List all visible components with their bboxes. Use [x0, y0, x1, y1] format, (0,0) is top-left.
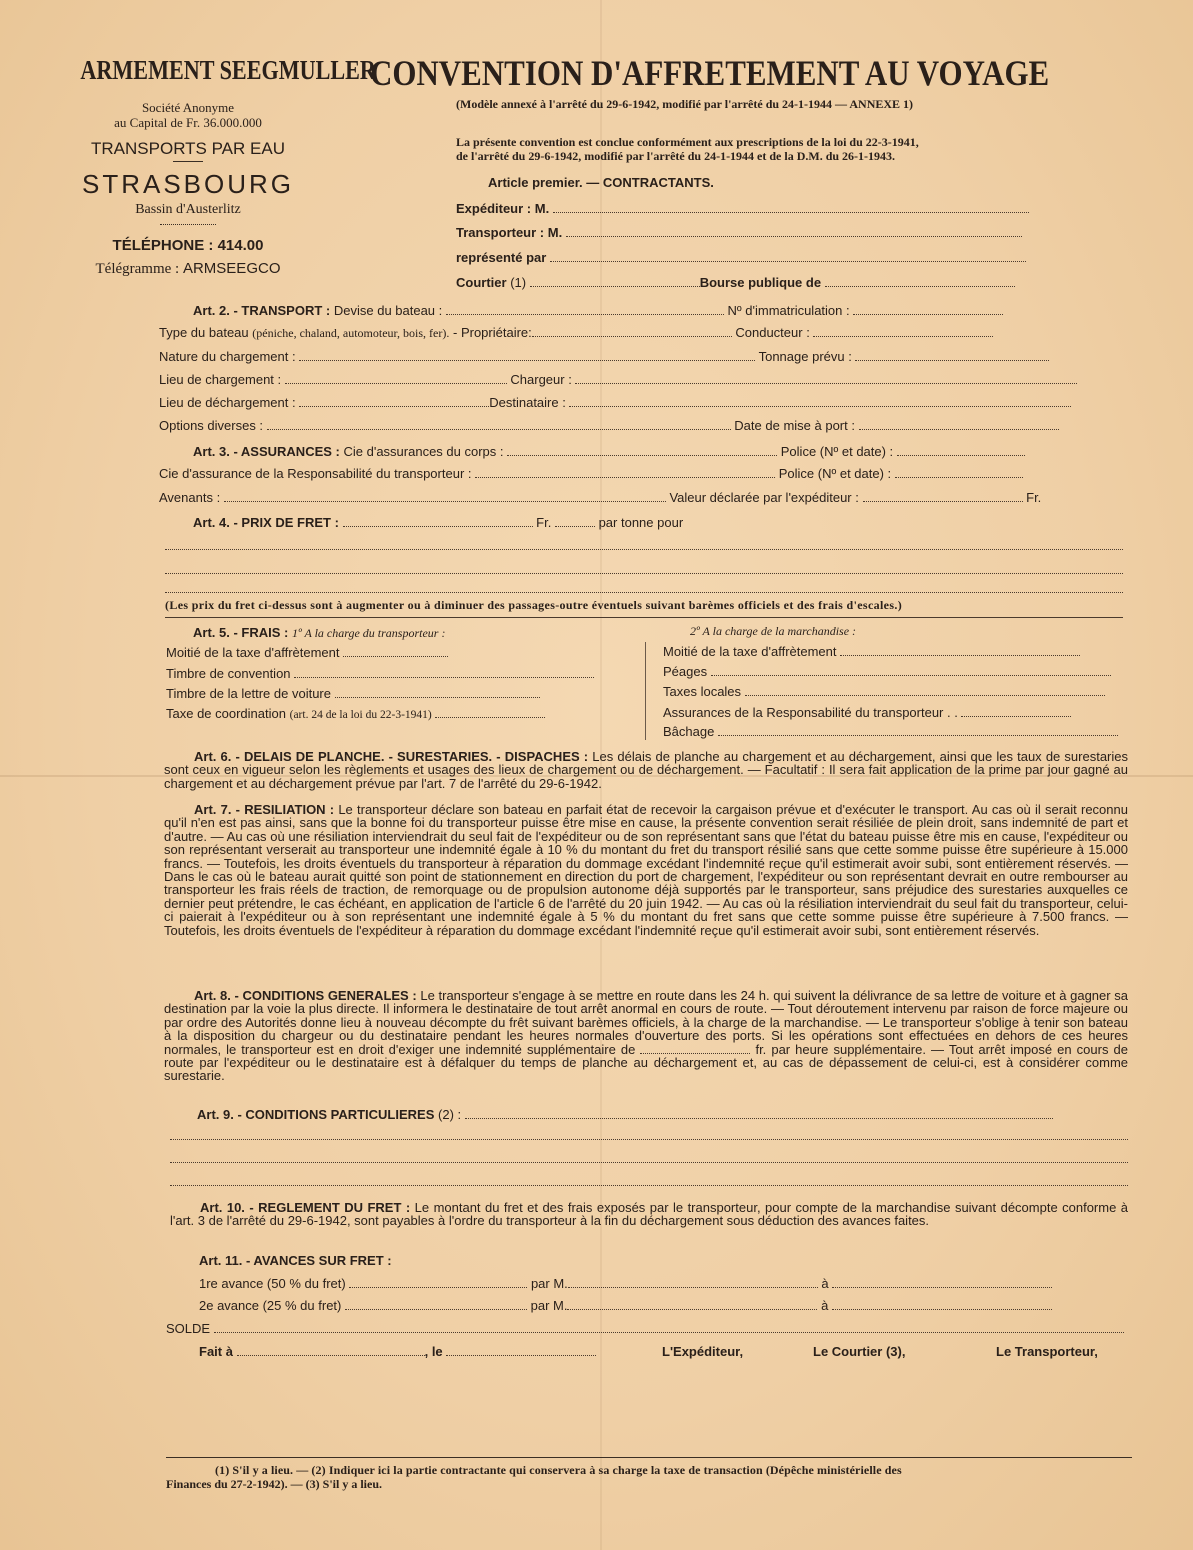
- divider: [173, 161, 203, 162]
- art10-title: Art. 10. - REGLEMENT DU FRET :: [200, 1200, 411, 1215]
- chargeur-label: Chargeur :: [510, 372, 572, 387]
- avance1-amount-field[interactable]: [349, 1286, 527, 1288]
- avance1-par-field[interactable]: [568, 1286, 818, 1288]
- courtier-label: Courtier: [456, 275, 507, 290]
- avance2-par-field[interactable]: [567, 1308, 817, 1310]
- avance2-label: 2e avance (25 % du fret): [199, 1298, 342, 1313]
- frais-left-item: Taxe de coordination: [166, 706, 286, 721]
- art11-title: Art. 11. - AVANCES SUR FRET :: [199, 1253, 392, 1268]
- date-port-label: Date de mise à port :: [734, 418, 855, 433]
- frais-column-divider: [645, 642, 646, 740]
- frais-left-item: Moitié de la taxe d'affrètement: [166, 645, 340, 660]
- art8-title: Art. 8. - CONDITIONS GENERALES :: [194, 988, 417, 1003]
- lieu-chargement-field[interactable]: [285, 382, 507, 384]
- bourse-field[interactable]: [825, 285, 1015, 287]
- frais-right-heading: 2º A la charge de la marchandise :: [690, 624, 857, 638]
- prix-tonne-field[interactable]: [555, 525, 595, 527]
- lieu-dechargement-field[interactable]: [299, 405, 489, 407]
- destinataire-label: Destinataire :: [489, 395, 566, 410]
- art9-note: (2) :: [438, 1107, 462, 1122]
- intro-line-1: La présente convention est conclue conformément aux prescriptions de la loi du 22-3-1941,: [456, 135, 919, 149]
- police2-field[interactable]: [895, 476, 1023, 478]
- valeur-label: Valeur déclarée par l'expéditeur :: [669, 490, 859, 505]
- art7-title: Art. 7. - RESILIATION :: [194, 802, 335, 817]
- frais-right-field[interactable]: [711, 674, 1111, 676]
- divider: [165, 617, 1123, 618]
- prix-line-1[interactable]: [165, 549, 1123, 550]
- proprietaire-label: - Propriétaire:: [453, 325, 532, 340]
- indemnite-field[interactable]: [640, 1052, 750, 1054]
- fait-a-field[interactable]: [237, 1354, 425, 1356]
- conducteur-field[interactable]: [813, 335, 993, 337]
- police1-field[interactable]: [897, 454, 1025, 456]
- signature-transporteur[interactable]: Le Transporteur,: [996, 1344, 1098, 1359]
- art8-paragraph: [164, 989, 1128, 1083]
- signature-expediteur[interactable]: L'Expéditeur,: [662, 1344, 744, 1359]
- conditions-line-1[interactable]: [170, 1139, 1128, 1140]
- valeur-field[interactable]: [863, 500, 1023, 502]
- date-field[interactable]: [446, 1354, 596, 1356]
- company-activity: TRANSPORTS PAR EAU: [91, 139, 285, 158]
- prix-line-3[interactable]: [165, 592, 1123, 593]
- footnote-line-1: (1) S'il y a lieu. — (2) Indiquer ici la partie contractante qui conservera à sa charge la taxe de transaction (Dépêche ministérielle des: [215, 1463, 902, 1477]
- footnote-line-2: Finances du 27-2-1942). — (3) S'il y a lieu.: [166, 1477, 383, 1491]
- signature-courtier[interactable]: Le Courtier (3),: [813, 1344, 906, 1359]
- frais-right-item: Assurances de la Responsabilité du transporteur . .: [663, 705, 958, 720]
- frais-right-field[interactable]: [745, 694, 1105, 696]
- immatriculation-field[interactable]: [853, 313, 1003, 315]
- intro-line-2: de l'arrêté du 29-6-1942, modifié par l'arrêté du 24-1-1944 et de la D.M. du 26-1-1943.: [456, 149, 896, 163]
- frais-right-field[interactable]: [718, 734, 1118, 736]
- company-name: ARMEMENT SEEGMULLER: [80, 55, 376, 85]
- conducteur-label: Conducteur :: [735, 325, 810, 340]
- avance1-a-field[interactable]: [832, 1286, 1052, 1288]
- art8-text-b: fr. par heure supplémentaire. — Tout arrêt imposé en cours de route par l'expéditeur ou le destinataire est à défalquer du temps de planche au déchargement et, au cas de dépassement de celui-ci, est à considérer comme surestarie.: [164, 1041, 1128, 1084]
- transporteur-field[interactable]: [566, 235, 1022, 237]
- telegram-label: Télégramme :: [95, 261, 180, 277]
- telegram-address: ARMSEEGCO: [182, 260, 281, 277]
- art10-text: Le montant du fret et des frais exposés par le transporteur, pour compte de la marchandise suivant décompte conforme à l'art. 3 de l'arrêté du 29-6-1942, sont payables à l'ordre du transporteur à la fin du déchargement sous déduction des avances faites.: [170, 1200, 1129, 1229]
- expediteur-label: Expéditeur : M.: [456, 201, 550, 216]
- lieu-chargement-label: Lieu de chargement :: [159, 372, 282, 387]
- art6-title: Art. 6. - DELAIS DE PLANCHE. - SURESTARIES. - DISPACHES :: [194, 749, 589, 764]
- frais-left-item: Timbre de la lettre de voiture: [166, 686, 331, 701]
- options-field[interactable]: [267, 428, 731, 430]
- art8-text-a: Le transporteur s'engage à se mettre en route dans les 24 h. qui suivent la délivrance de sa lettre de voiture et à gagner sa destination par la voie la plus directe. Il informera le destinataire de tout arrêt anormal en cours de route. — Tout déroutement intervenu par raison de force majeure ou par ordre des Autorités donne lieu à nouveau décompte du frêt suivant barèmes officiels, à la charge de la marchandise. — Le transporteur s'oblige à tenir son bateau à la disposition du chargeur ou du destinataire pendant les heures normales d'ouverture des ports. Si les opérations sont effectuées en dehors de ces heures normales, le transporteur est en droit d'exiger une indemnité supplémentaire de: [164, 988, 1128, 1057]
- art7-paragraph: [164, 803, 1128, 937]
- type-note: (péniche, chaland, automoteur, bois, fer).: [252, 326, 450, 340]
- devise-label: Devise du bateau :: [333, 303, 443, 318]
- frais-right-field[interactable]: [840, 654, 1080, 656]
- prix-fret-field[interactable]: [343, 525, 533, 527]
- prix-note: (Les prix du fret ci-dessus sont à augmenter ou à diminuer des passages-outre éventuels suivant barèmes officiels et des frais d'escales.): [165, 598, 903, 612]
- devise-field[interactable]: [446, 313, 724, 315]
- art6-paragraph: [164, 750, 1128, 790]
- company-city: STRASBOURG: [81, 169, 295, 199]
- frais-left-field[interactable]: [294, 676, 594, 678]
- art2-title: Art. 2. - TRANSPORT :: [193, 303, 331, 318]
- frais-right-item: Moitié de la taxe d'affrètement: [663, 644, 837, 659]
- frais-right-item: Bâchage: [663, 724, 715, 739]
- avenants-field[interactable]: [224, 500, 666, 502]
- phone-label: TÉLÉPHONE :: [112, 237, 214, 254]
- company-capital: au Capital de Fr. 36.000.000: [114, 115, 262, 130]
- art5-title: Art. 5. - FRAIS :: [193, 625, 289, 640]
- avance2-par-label: par M.: [530, 1298, 568, 1313]
- frais-right-item: Péages: [663, 664, 708, 679]
- conditions-field[interactable]: [465, 1117, 1053, 1119]
- responsabilite-field[interactable]: [475, 476, 775, 478]
- avance2-a-label: à: [821, 1298, 829, 1313]
- art10-paragraph: [170, 1201, 1128, 1228]
- valeur-currency: Fr.: [1026, 490, 1042, 505]
- art1-title: Article premier. — CONTRACTANTS.: [488, 175, 714, 190]
- courtier-note: (1): [510, 275, 527, 290]
- transporteur-label: Transporteur : M.: [456, 225, 563, 240]
- lieu-dechargement-label: Lieu de déchargement :: [159, 395, 296, 410]
- art4-title: Art. 4. - PRIX DE FRET :: [193, 515, 339, 530]
- chargeur-field[interactable]: [575, 382, 1077, 384]
- frais-left-field[interactable]: [343, 655, 448, 657]
- frais-left-heading: 1º A la charge du transporteur :: [291, 626, 446, 640]
- frais-left-note: (art. 24 de la loi du 22-3-1941): [289, 709, 432, 721]
- solde-label: SOLDE: [166, 1321, 211, 1336]
- art9-title: Art. 9. - CONDITIONS PARTICULIERES: [197, 1107, 435, 1122]
- prix-line-2[interactable]: [165, 573, 1123, 574]
- tonnage-field[interactable]: [855, 359, 1049, 361]
- police2-label: Police (Nº et date) :: [778, 466, 892, 481]
- avenants-label: Avenants :: [159, 490, 221, 505]
- expediteur-field[interactable]: [553, 211, 1029, 213]
- avance1-label: 1re avance (50 % du fret): [199, 1276, 346, 1291]
- frais-left-field[interactable]: [335, 696, 540, 698]
- avance2-amount-field[interactable]: [345, 1308, 527, 1310]
- le-label: , le: [424, 1344, 443, 1359]
- corps-label: Cie d'assurances du corps :: [343, 444, 504, 459]
- avance1-a-label: à: [821, 1276, 829, 1291]
- destinataire-field[interactable]: [569, 405, 1071, 407]
- footnote-divider: [166, 1457, 1132, 1458]
- frais-left-field[interactable]: [435, 716, 545, 718]
- frais-right-item: Taxes locales: [663, 684, 742, 699]
- art3-title: Art. 3. - ASSURANCES :: [193, 444, 340, 459]
- responsabilite-label: Cie d'assurance de la Responsabilité du transporteur :: [159, 466, 472, 481]
- date-port-field[interactable]: [859, 428, 1059, 430]
- corps-field[interactable]: [507, 454, 777, 456]
- avance2-a-field[interactable]: [832, 1308, 1052, 1310]
- represente-label: représenté par: [456, 250, 547, 265]
- par-tonne-label: par tonne pour: [598, 515, 684, 530]
- options-label: Options diverses :: [159, 418, 264, 433]
- nature-field[interactable]: [299, 359, 755, 361]
- model-note: (Modèle annexé à l'arrêté du 29-6-1942, modifié par l'arrêté du 24-1-1944 — ANNEXE 1): [456, 97, 914, 111]
- art6-text: Les délais de planche au chargement et au déchargement, ainsi que les taux de surestaries sont ceux en vigueur selon les règlements et usages des lieux de chargement ou de déchargement. — Facultatif : Il sera fait application de la prime par jour gagné au chargement et au déchargement prévue par l'art. 7 de l'arrêté du 29-6-1942.: [164, 749, 1128, 791]
- conditions-line-2[interactable]: [170, 1162, 1128, 1163]
- bourse-label: Bourse publique de: [699, 275, 822, 290]
- frais-left-item: Timbre de convention: [166, 666, 291, 681]
- company-legal-form: Société Anonyme: [141, 100, 235, 115]
- avance1-par-label: par M.: [530, 1276, 568, 1291]
- document-title: CONVENTION D'AFFRETEMENT AU VOYAGE: [370, 53, 1050, 93]
- solde-field[interactable]: [214, 1331, 1124, 1333]
- frais-right-field[interactable]: [961, 715, 1071, 717]
- proprietaire-field[interactable]: [532, 335, 732, 337]
- fait-a-label: Fait à: [199, 1344, 233, 1359]
- company-address: Bassin d'Austerlitz: [135, 202, 241, 217]
- immatriculation-label: Nº d'immatriculation :: [727, 303, 850, 318]
- prix-currency: Fr.: [536, 515, 552, 530]
- represente-field[interactable]: [550, 260, 1026, 262]
- conditions-line-3[interactable]: [170, 1185, 1128, 1186]
- police1-label: Police (Nº et date) :: [780, 444, 894, 459]
- divider: [160, 224, 216, 225]
- tonnage-label: Tonnage prévu :: [758, 349, 852, 364]
- phone-number: 414.00: [217, 237, 264, 254]
- art7-text: Le transporteur déclare son bateau en parfait état de recevoir la cargaison prévue et d'exécuter le transport. Au cas où il serait reconnu qu'il n'en est pas ainsi, sans que la bonne foi du transporteur puisse être mise en cause, la présente convention serait résiliée de plein droit, sans indemnité de part et d'autre. — Au cas où une résiliation interviendrait du seul fait de l'expéditeur ou de son représentant sans que l'état du bateau puisse être mis en cause, l'expéditeur ou son représentant verserait au transporteur une indemnité égale à 10 % du montant du fret du transport résilié sans que cette somme puisse être supérieure à 15.000 francs. — Toutefois, les droits éventuels du transporteur à réparation du dommage excédant l'indemnité reçue qu'il estimerait avoir subi, sont entièrement réservés. — Dans le cas où le bateau aurait quitté son point de stationnement en direction du port de chargement, l'expéditeur ou son représentant devrait en outre rembourser au transporteur les frais réels de traction, de remorquage ou de propulsion autonome déjà supportés par le transporteur, sans préjudice des surestaries auxquelles ce dernier peut prétendre, le cas échéant, en application de l'article 6 de l'arrêté du 20 juin 1942. — Au cas où la résiliation interviendrait du seul fait du transporteur, celui-ci paierait à l'expéditeur ou à son représentant une indemnité égale à 5 % du montant du fret sans que cette somme puisse être supérieure à 7.500 francs. — Toutefois, les droits éventuels de l'expéditeur à réparation du dommage excédant l'indemnité reçue qu'il estimerait avoir subi, sont entièrement réservés.: [164, 802, 1128, 938]
- type-label: Type du bateau: [159, 325, 249, 340]
- courtier-field[interactable]: [530, 285, 700, 287]
- nature-label: Nature du chargement :: [159, 349, 296, 364]
